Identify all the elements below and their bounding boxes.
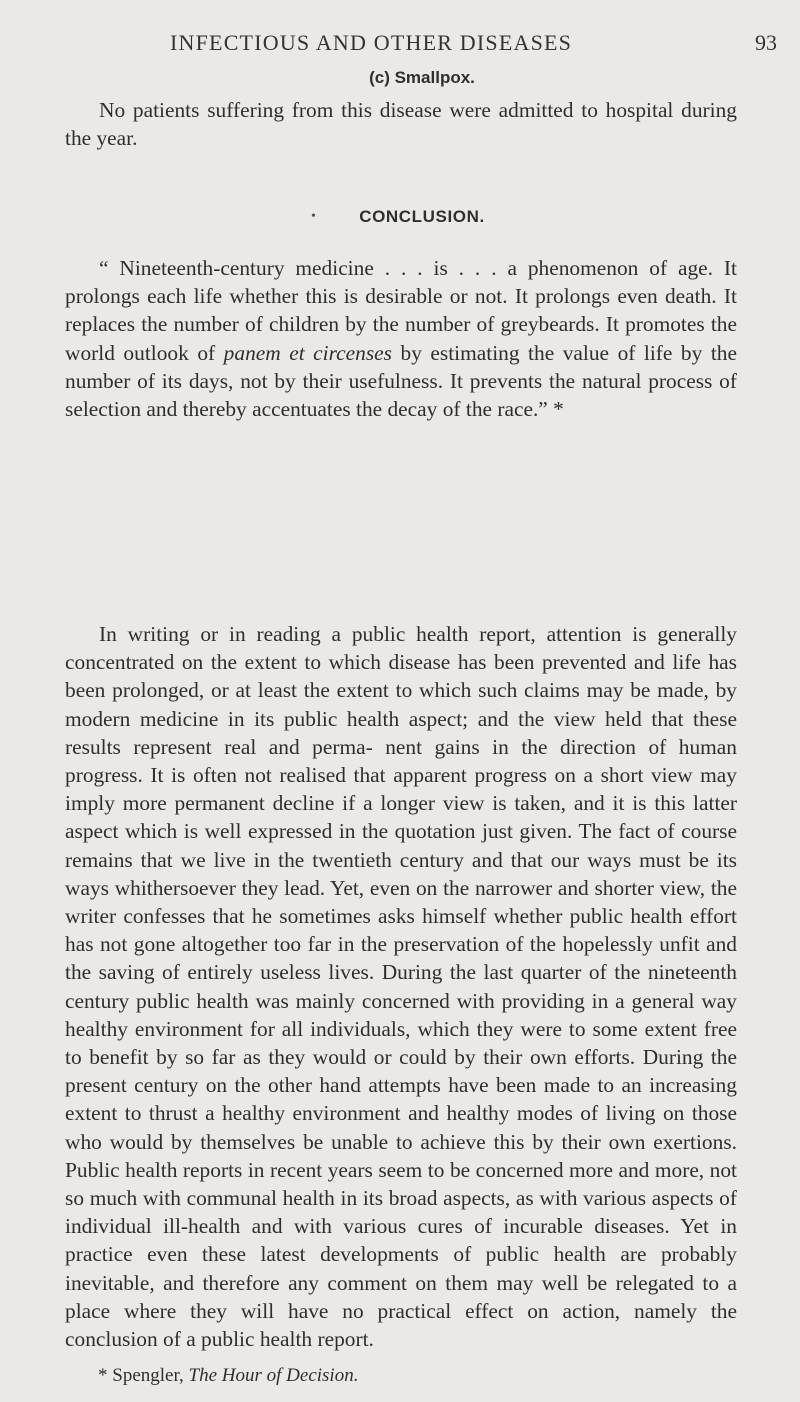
conclusion-body-text: In writing or in reading a public health report, attention is generally concentrated on the extent to which disease has been prevented and life has been prolonged, or at least the extent to which such claims may be made, by modern medicine in its public health aspect; and the view held that these results represent real and perma- nent gains in the direction of human progress. It is often not realised that apparent progress on a short view may imply more permanent decline if a longer view is taken, and it is this latter aspect which is well expressed in the quotation just given. The fact of course remains that we live in the twentieth century and that our ways must be its ways whithersoever they lead. Yet, even on the narrower and shorter view, the writer confesses that he sometimes asks himself whether public health effort has not gone altogether too far in the preservation of the hopelessly unfit and the saving of entirely useless lives. During the last quarter of the nineteenth century public health was mainly concerned with providing in a general way healthy environment for all individuals, which they were to some extent free to benefit by so far as they would or could by their own efforts. During the present century on the other hand attempts have been made to an increasing extent to thrust a healthy environment and healthy modes of living on those who would by themselves be unable to achieve this by their own exertions. Public health reports in recent years seem to be concerned more and more, not so much with communal health in its broad aspects, as with various aspects of individual ill-health and with various cures of incurable diseases. Yet in practice even these latest developments of public health are probably inevitable, and therefore any comment on them may well be relegated to a place where they will have no practical effect on action, namely the conclusion of a public health report. — [65, 622, 737, 1352]
running-head-title: INFECTIOUS AND OTHER DISEASES — [170, 30, 573, 55]
spengler-quotation — [65, 254, 737, 423]
quote-italic-phrase: panem et circenses — [223, 340, 392, 365]
footnote-author: Spengler, — [112, 1365, 189, 1386]
footnote-title: The Hour of Decision. — [188, 1365, 359, 1386]
conclusion-paragraph — [65, 620, 737, 1353]
smallpox-text: No patients suffering from this disease were admitted to hospital during the year. — [65, 98, 737, 151]
stray-dot-mark: • — [311, 209, 316, 224]
page-number: 93 — [755, 30, 777, 55]
conclusion-heading: CONCLUSION. — [359, 207, 485, 226]
running-head — [170, 30, 777, 56]
smallpox-heading: (c) Smallpox. — [369, 68, 475, 87]
quote-text-end: by estimating the value of life by the number of its days, not by their usefulness. It prevents the natural process of selection and thereby accentuates the decay of the race.” * — [65, 340, 737, 422]
footnote-marker: * — [98, 1365, 108, 1386]
quote-text-start: “ Nineteenth-century medicine . . . is . . . a phenomenon of age. It prolongs each life whether this is desirable or not. It prolongs even death. It replaces the number of children by the number of greybeards. It promotes the world outlook of — [65, 256, 737, 365]
smallpox-paragraph — [65, 96, 737, 152]
footnote — [98, 1365, 358, 1387]
